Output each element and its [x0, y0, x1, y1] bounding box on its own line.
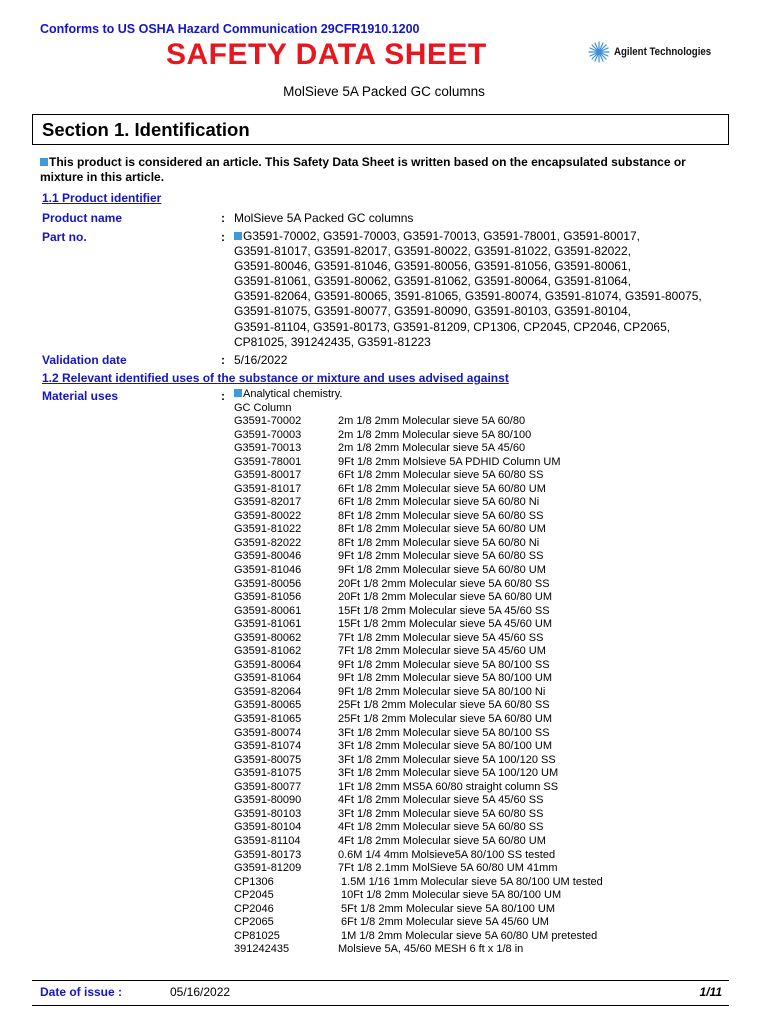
part-number-cell: G3591-70013: [234, 442, 302, 455]
description-cell: 10Ft 1/8 2mm Molecular sieve 5A 80/100 UM: [338, 889, 562, 902]
description-cell: 6Ft 1/8 2mm Molecular sieve 5A 60/80 UM: [338, 482, 546, 495]
description-cell: 8Ft 1/8 2mm Molecular sieve 5A 60/80 Ni: [338, 536, 540, 549]
description-cell: 5Ft 1/8 2mm Molecular sieve 5A 80/100 UM: [338, 902, 556, 915]
material-uses-label: Material uses: [42, 389, 119, 403]
description-cell: 1Ft 1/8 2mm MS5A 60/80 straight column SS: [338, 780, 559, 793]
page-number: 1/11: [699, 985, 722, 999]
description-cell: 1M 1/8 2mm Molecular sieve 5A 60/80 UM pretested: [338, 929, 598, 942]
part-number-cell: G3591-81209: [234, 862, 302, 875]
description-cell: 9Ft 1/8 2mm Molsieve 5A PDHID Column UM: [338, 455, 561, 468]
description-cell: 2m 1/8 2mm Molecular sieve 5A 60/80: [338, 415, 526, 427]
agilent-spark-icon: [588, 41, 610, 63]
part-number-cell: G3591-80104: [234, 821, 302, 834]
part-number-cell: G3591-81104: [234, 834, 301, 847]
part-number-cell: G3591-82017: [234, 496, 302, 509]
part-number-cell: G3591-80062: [234, 631, 302, 644]
agilent-logo: [588, 41, 724, 63]
part-number-cell: CP81025: [234, 929, 280, 942]
description-cell: 4Ft 1/8 2mm Molecular sieve 5A 60/80 SS: [338, 821, 544, 834]
part-number-cell: G3591-80064: [234, 658, 302, 671]
part-no-line: G3591-70002, G3591-70003, G3591-70013, G3591-78001, G3591-80017,: [234, 229, 734, 244]
description-cell: 6Ft 1/8 2mm Molecular sieve 5A 45/60 UM: [338, 916, 549, 929]
description-cell: 7Ft 1/8 2.1mm MolSieve 5A 60/80 UM 41mm: [338, 862, 558, 875]
colon: :: [221, 230, 225, 244]
edit-marker-icon: [234, 232, 242, 240]
description-cell: 7Ft 1/8 2mm Molecular sieve 5A 45/60 UM: [338, 645, 546, 658]
part-number-cell: G3591-81017: [234, 482, 302, 495]
part-number-cell: G3591-82022: [234, 536, 302, 549]
description-cell: 7Ft 1/8 2mm Molecular sieve 5A 45/60 SS: [338, 631, 544, 644]
footer-date-label: Date of issue :: [40, 985, 123, 999]
description-cell: 3Ft 1/8 2mm Molecular sieve 5A 80/100 SS: [338, 726, 550, 739]
part-number-cell: G3591-81056: [234, 591, 302, 604]
osha-conformance-note: Conforms to US OSHA Hazard Communication 29CFR1910.1200: [40, 22, 420, 36]
part-number-cell: G3591-81064: [234, 672, 302, 685]
part-no-line: G3591-81104, G3591-80173, G3591-81209, CP1306, CP2045, CP2046, CP2065,: [234, 319, 671, 334]
description-cell: 15Ft 1/8 2mm Molecular sieve 5A 45/60 UM: [338, 618, 552, 631]
part-number-cell: G3591-80056: [234, 577, 302, 590]
part-number-cell: G3591-81061: [234, 618, 302, 631]
footer-rule-bottom: [32, 1005, 729, 1006]
description-cell: 3Ft 1/8 2mm Molecular sieve 5A 100/120 SS: [338, 753, 556, 766]
part-no-line: G3591-81075, G3591-80077, G3591-80090, G3591-80103, G3591-80104,: [234, 304, 631, 319]
part-number-cell: CP2045: [234, 889, 274, 902]
footer-date: 05/16/2022: [170, 985, 231, 999]
description-cell: 9Ft 1/8 2mm Molecular sieve 5A 80/100 Ni: [338, 685, 546, 698]
intro-text-content: This product is considered an article. This Safety Data Sheet is written based on the encapsulated substance or mixture in this article.: [40, 155, 686, 184]
product-name-value: MolSieve 5A Packed GC columns: [234, 211, 414, 225]
part-number-cell: G3591-80046: [234, 550, 302, 563]
part-no-line: G3591-81061, G3591-80062, G3591-81062, G3591-80064, G3591-81064,: [234, 274, 631, 289]
part-number-cell: G3591-80022: [234, 509, 302, 522]
part-number-cell: G3591-80077: [234, 780, 302, 793]
part-no-value: [234, 229, 734, 350]
part-number-cell: G3591-80061: [234, 604, 302, 617]
part-number-cell: G3591-80103: [234, 807, 302, 820]
description-cell: Molsieve 5A, 45/60 MESH 6 ft x 1/8 in: [338, 943, 524, 956]
part-number-cell: G3591-80173: [234, 848, 302, 861]
section-title: Section 1. Identification: [42, 119, 250, 140]
product-identifier-heading[interactable]: 1.1 Product identifier: [42, 191, 162, 205]
part-number-cell: G3591-70003: [234, 428, 302, 441]
description-cell: 8Ft 1/8 2mm Molecular sieve 5A 60/80 SS: [338, 509, 544, 522]
intro-text: [40, 155, 730, 185]
description-cell: 2m 1/8 2mm Molecular sieve 5A 80/100: [338, 428, 532, 441]
footer-rule-top: [32, 980, 729, 981]
part-number-cell: G3591-81062: [234, 645, 302, 658]
validation-date-label: Validation date: [42, 353, 127, 367]
part-no-line: CP81025, 391242435, G3591-81223: [234, 334, 431, 349]
part-number-cell: CP1306: [234, 875, 274, 888]
part-no-line: G3591-82064, G3591-80065, 3591-81065, G3591-80074, G3591-81074, G3591-80075,: [234, 289, 702, 304]
part-no-label: Part no.: [42, 230, 87, 244]
description-cell: 6Ft 1/8 2mm Molecular sieve 5A 60/80 Ni: [338, 496, 540, 509]
description-cell: 0.6M 1/4 4mm Molsieve5A 80/100 SS tested: [338, 848, 556, 861]
description-cell: 3Ft 1/8 2mm Molecular sieve 5A 60/80 SS: [338, 807, 544, 820]
product-subtitle: MolSieve 5A Packed GC columns: [283, 84, 485, 99]
colon: :: [221, 389, 225, 403]
part-number-cell: G3591-80090: [234, 794, 302, 807]
document-title: SAFETY DATA SHEET: [166, 38, 487, 71]
part-number-cell: G3591-80075: [234, 753, 302, 766]
validation-date-value: 5/16/2022: [234, 353, 288, 367]
description-cell: 6Ft 1/8 2mm Molecular sieve 5A 60/80 SS: [338, 469, 544, 482]
description-cell: 15Ft 1/8 2mm Molecular sieve 5A 45/60 SS: [338, 604, 550, 617]
description-cell: 4Ft 1/8 2mm Molecular sieve 5A 45/60 SS: [338, 794, 544, 807]
description-cell: 25Ft 1/8 2mm Molecular sieve 5A 60/80 UM: [338, 713, 552, 726]
description-cell: 9Ft 1/8 2mm Molecular sieve 5A 60/80 UM: [338, 564, 546, 577]
part-number-cell: G3591-81022: [234, 523, 302, 536]
edit-marker-icon: [40, 158, 48, 166]
description-cell: 9Ft 1/8 2mm Molecular sieve 5A 80/100 UM: [338, 672, 552, 685]
uses-line: GC Column: [234, 401, 292, 414]
uses-line: Analytical chemistry.: [234, 388, 342, 402]
description-cell: 25Ft 1/8 2mm Molecular sieve 5A 60/80 SS: [338, 699, 550, 712]
description-cell: 20Ft 1/8 2mm Molecular sieve 5A 60/80 UM: [338, 591, 552, 604]
part-number-cell: CP2046: [234, 902, 274, 915]
material-uses-text: [234, 388, 342, 415]
part-no-line: G3591-80046, G3591-81046, G3591-80056, G3591-81056, G3591-80061,: [234, 259, 631, 274]
part-number-cell: G3591-81074: [234, 740, 302, 753]
part-number-cell: G3591-80065: [234, 699, 302, 712]
description-cell: 3Ft 1/8 2mm Molecular sieve 5A 100/120 UM: [338, 767, 559, 780]
colon: :: [221, 353, 225, 367]
part-number-cell: G3591-80017: [234, 469, 302, 482]
part-number-cell: G3591-82064: [234, 685, 302, 698]
part-number-cell: 391242435: [234, 943, 290, 956]
description-cell: 8Ft 1/8 2mm Molecular sieve 5A 60/80 UM: [338, 523, 546, 536]
description-cell: 20Ft 1/8 2mm Molecular sieve 5A 60/80 SS: [338, 577, 550, 590]
colon: :: [221, 211, 225, 225]
description-cell: 4Ft 1/8 2mm Molecular sieve 5A 60/80 UM: [338, 834, 546, 847]
part-number-cell: G3591-81075: [234, 767, 302, 780]
product-name-label: Product name: [42, 211, 123, 225]
description-cell: 9Ft 1/8 2mm Molecular sieve 5A 60/80 SS: [338, 550, 544, 563]
description-cell: 2m 1/8 2mm Molecular sieve 5A 45/60: [338, 442, 526, 455]
part-number-cell: G3591-81065: [234, 713, 302, 726]
section-header-box: [32, 114, 729, 145]
edit-marker-icon: [234, 389, 242, 397]
logo-text: Agilent Technologies: [614, 46, 712, 58]
part-number-cell: CP2065: [234, 916, 274, 929]
part-number-cell: G3591-80074: [234, 726, 302, 739]
relevant-uses-heading[interactable]: 1.2 Relevant identified uses of the substance or mixture and uses advised against: [42, 371, 509, 385]
part-no-line: G3591-81017, G3591-82017, G3591-80022, G3591-81022, G3591-82022,: [234, 244, 631, 259]
part-number-cell: G3591-78001: [234, 455, 302, 468]
description-cell: 3Ft 1/8 2mm Molecular sieve 5A 80/100 UM: [338, 740, 552, 753]
description-cell: 1.5M 1/16 1mm Molecular sieve 5A 80/100 UM tested: [338, 875, 603, 888]
part-number-cell: G3591-70002: [234, 415, 302, 427]
description-cell: 9Ft 1/8 2mm Molecular sieve 5A 80/100 SS: [338, 658, 550, 671]
part-number-cell: G3591-81046: [234, 564, 302, 577]
